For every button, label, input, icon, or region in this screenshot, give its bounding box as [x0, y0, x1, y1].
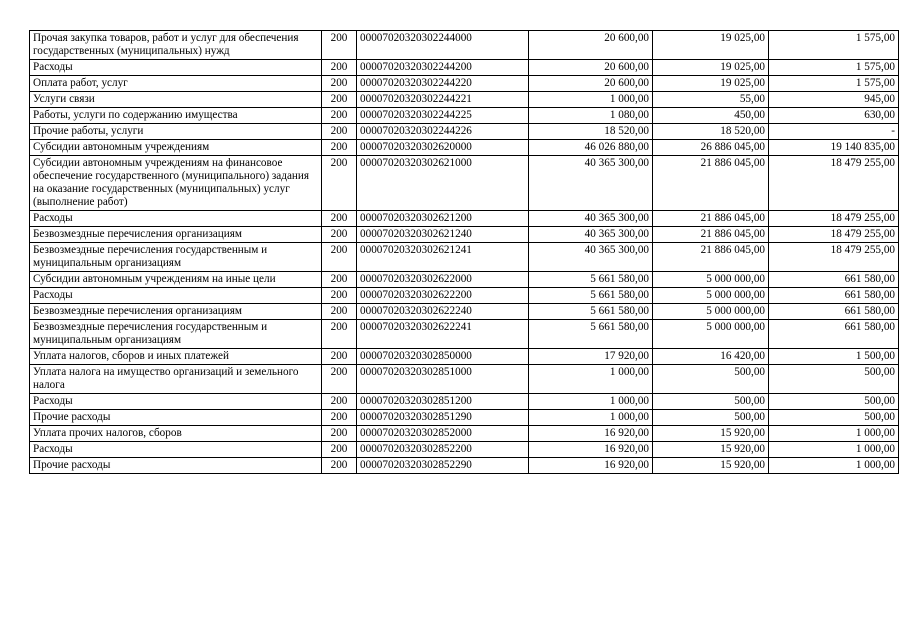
row-classification-code-cell: 00007020320302244221 — [357, 92, 529, 108]
row-classification-code-cell: 00007020320302852000 — [357, 426, 529, 442]
row-unexecuted-amount-cell: 500,00 — [769, 365, 899, 394]
row-unexecuted-amount-cell: 18 479 255,00 — [769, 211, 899, 227]
row-executed-amount-cell: 21 886 045,00 — [653, 211, 769, 227]
row-unexecuted-amount-cell: 500,00 — [769, 394, 899, 410]
row-classification-code-cell: 00007020320302620000 — [357, 140, 529, 156]
row-name-cell: Оплата работ, услуг — [30, 76, 322, 92]
row-unexecuted-amount-cell: 18 479 255,00 — [769, 227, 899, 243]
row-code-cell: 200 — [322, 211, 357, 227]
table-row — [30, 108, 899, 124]
row-unexecuted-amount-cell: 661 580,00 — [769, 272, 899, 288]
row-name-cell: Субсидии автономным учреждениям на иные цели — [30, 272, 322, 288]
row-approved-amount-cell: 5 661 580,00 — [529, 320, 653, 349]
row-code-cell: 200 — [322, 31, 357, 60]
row-classification-code-cell: 00007020320302244000 — [357, 31, 529, 60]
row-code-cell: 200 — [322, 243, 357, 272]
table-row — [30, 31, 899, 60]
row-approved-amount-cell: 40 365 300,00 — [529, 243, 653, 272]
row-name-cell: Работы, услуги по содержанию имущества — [30, 108, 322, 124]
row-executed-amount-cell: 15 920,00 — [653, 442, 769, 458]
row-code-cell: 200 — [322, 227, 357, 243]
row-classification-code-cell: 00007020320302851200 — [357, 394, 529, 410]
row-name-cell: Безвозмездные перечисления государственным и муниципальным организациям — [30, 320, 322, 349]
table-row — [30, 124, 899, 140]
row-name-cell: Расходы — [30, 442, 322, 458]
row-classification-code-cell: 00007020320302622200 — [357, 288, 529, 304]
row-unexecuted-amount-cell: 1 000,00 — [769, 426, 899, 442]
row-name-cell: Расходы — [30, 60, 322, 76]
row-approved-amount-cell: 17 920,00 — [529, 349, 653, 365]
row-classification-code-cell: 00007020320302852200 — [357, 442, 529, 458]
table-row — [30, 140, 899, 156]
row-name-cell: Услуги связи — [30, 92, 322, 108]
row-approved-amount-cell: 40 365 300,00 — [529, 211, 653, 227]
row-code-cell: 200 — [322, 442, 357, 458]
table-row — [30, 304, 899, 320]
row-code-cell: 200 — [322, 458, 357, 474]
row-approved-amount-cell: 20 600,00 — [529, 76, 653, 92]
row-name-cell: Безвозмездные перечисления государственным и муниципальным организациям — [30, 243, 322, 272]
row-name-cell: Прочая закупка товаров, работ и услуг для обеспечения государственных (муниципальных) нужд — [30, 31, 322, 60]
row-classification-code-cell: 00007020320302244200 — [357, 60, 529, 76]
row-code-cell: 200 — [322, 426, 357, 442]
row-classification-code-cell: 00007020320302851000 — [357, 365, 529, 394]
row-name-cell: Уплата прочих налогов, сборов — [30, 426, 322, 442]
row-approved-amount-cell: 16 920,00 — [529, 458, 653, 474]
row-approved-amount-cell: 18 520,00 — [529, 124, 653, 140]
row-approved-amount-cell: 1 000,00 — [529, 394, 653, 410]
table-row — [30, 60, 899, 76]
table-row — [30, 92, 899, 108]
row-code-cell: 200 — [322, 76, 357, 92]
report-sheet — [29, 30, 899, 474]
row-code-cell: 200 — [322, 288, 357, 304]
row-executed-amount-cell: 26 886 045,00 — [653, 140, 769, 156]
row-approved-amount-cell: 5 661 580,00 — [529, 304, 653, 320]
row-classification-code-cell: 00007020320302621200 — [357, 211, 529, 227]
row-executed-amount-cell: 15 920,00 — [653, 426, 769, 442]
row-unexecuted-amount-cell: - — [769, 124, 899, 140]
row-name-cell: Прочие работы, услуги — [30, 124, 322, 140]
row-unexecuted-amount-cell: 18 479 255,00 — [769, 243, 899, 272]
row-executed-amount-cell: 5 000 000,00 — [653, 288, 769, 304]
row-executed-amount-cell: 15 920,00 — [653, 458, 769, 474]
row-unexecuted-amount-cell: 661 580,00 — [769, 288, 899, 304]
row-classification-code-cell: 00007020320302621000 — [357, 156, 529, 211]
row-classification-code-cell: 00007020320302621240 — [357, 227, 529, 243]
row-code-cell: 200 — [322, 304, 357, 320]
row-approved-amount-cell: 1 000,00 — [529, 92, 653, 108]
row-unexecuted-amount-cell: 1 000,00 — [769, 458, 899, 474]
row-classification-code-cell: 00007020320302244225 — [357, 108, 529, 124]
row-approved-amount-cell: 40 365 300,00 — [529, 156, 653, 211]
table-row — [30, 320, 899, 349]
row-executed-amount-cell: 450,00 — [653, 108, 769, 124]
row-code-cell: 200 — [322, 394, 357, 410]
row-classification-code-cell: 00007020320302622241 — [357, 320, 529, 349]
row-approved-amount-cell: 5 661 580,00 — [529, 288, 653, 304]
row-unexecuted-amount-cell: 630,00 — [769, 108, 899, 124]
row-executed-amount-cell: 5 000 000,00 — [653, 304, 769, 320]
row-executed-amount-cell: 55,00 — [653, 92, 769, 108]
row-code-cell: 200 — [322, 92, 357, 108]
row-name-cell: Субсидии автономным учреждениям на финансовое обеспечение государственного (муниципального) задания на оказание государственных (муниципальных) услуг (выполнение работ) — [30, 156, 322, 211]
row-executed-amount-cell: 500,00 — [653, 365, 769, 394]
row-approved-amount-cell: 46 026 880,00 — [529, 140, 653, 156]
row-name-cell: Прочие расходы — [30, 410, 322, 426]
row-unexecuted-amount-cell: 1 000,00 — [769, 442, 899, 458]
table-row — [30, 426, 899, 442]
row-unexecuted-amount-cell: 19 140 835,00 — [769, 140, 899, 156]
row-approved-amount-cell: 1 080,00 — [529, 108, 653, 124]
row-name-cell: Уплата налога на имущество организаций и земельного налога — [30, 365, 322, 394]
row-executed-amount-cell: 19 025,00 — [653, 76, 769, 92]
row-unexecuted-amount-cell: 1 575,00 — [769, 31, 899, 60]
row-classification-code-cell: 00007020320302244226 — [357, 124, 529, 140]
table-row — [30, 410, 899, 426]
row-classification-code-cell: 00007020320302621241 — [357, 243, 529, 272]
row-unexecuted-amount-cell: 661 580,00 — [769, 304, 899, 320]
row-executed-amount-cell: 19 025,00 — [653, 60, 769, 76]
table-row — [30, 156, 899, 211]
row-code-cell: 200 — [322, 320, 357, 349]
table-row — [30, 288, 899, 304]
row-name-cell: Уплата налогов, сборов и иных платежей — [30, 349, 322, 365]
row-name-cell: Расходы — [30, 288, 322, 304]
table-row — [30, 442, 899, 458]
row-classification-code-cell: 00007020320302851290 — [357, 410, 529, 426]
row-executed-amount-cell: 500,00 — [653, 410, 769, 426]
row-name-cell: Прочие расходы — [30, 458, 322, 474]
row-name-cell: Расходы — [30, 394, 322, 410]
row-approved-amount-cell: 20 600,00 — [529, 60, 653, 76]
row-name-cell: Субсидии автономным учреждениям — [30, 140, 322, 156]
row-unexecuted-amount-cell: 18 479 255,00 — [769, 156, 899, 211]
row-approved-amount-cell: 20 600,00 — [529, 31, 653, 60]
row-approved-amount-cell: 40 365 300,00 — [529, 227, 653, 243]
row-name-cell: Безвозмездные перечисления организациям — [30, 227, 322, 243]
table-row — [30, 272, 899, 288]
table-row — [30, 211, 899, 227]
row-unexecuted-amount-cell: 945,00 — [769, 92, 899, 108]
row-unexecuted-amount-cell: 1 500,00 — [769, 349, 899, 365]
expenditure-table — [29, 30, 899, 474]
row-classification-code-cell: 00007020320302852290 — [357, 458, 529, 474]
row-executed-amount-cell: 18 520,00 — [653, 124, 769, 140]
row-code-cell: 200 — [322, 60, 357, 76]
table-row — [30, 227, 899, 243]
row-code-cell: 200 — [322, 140, 357, 156]
table-row — [30, 243, 899, 272]
expenditure-table-body — [30, 31, 899, 474]
row-approved-amount-cell: 1 000,00 — [529, 365, 653, 394]
row-unexecuted-amount-cell: 500,00 — [769, 410, 899, 426]
row-executed-amount-cell: 21 886 045,00 — [653, 156, 769, 211]
row-code-cell: 200 — [322, 272, 357, 288]
table-row — [30, 349, 899, 365]
row-executed-amount-cell: 21 886 045,00 — [653, 243, 769, 272]
row-classification-code-cell: 00007020320302622240 — [357, 304, 529, 320]
row-code-cell: 200 — [322, 124, 357, 140]
row-code-cell: 200 — [322, 156, 357, 211]
row-name-cell: Безвозмездные перечисления организациям — [30, 304, 322, 320]
row-classification-code-cell: 00007020320302622000 — [357, 272, 529, 288]
row-unexecuted-amount-cell: 1 575,00 — [769, 76, 899, 92]
table-row — [30, 365, 899, 394]
row-unexecuted-amount-cell: 1 575,00 — [769, 60, 899, 76]
table-row — [30, 458, 899, 474]
row-name-cell: Расходы — [30, 211, 322, 227]
row-approved-amount-cell: 16 920,00 — [529, 442, 653, 458]
row-approved-amount-cell: 16 920,00 — [529, 426, 653, 442]
row-classification-code-cell: 00007020320302850000 — [357, 349, 529, 365]
row-code-cell: 200 — [322, 108, 357, 124]
row-executed-amount-cell: 500,00 — [653, 394, 769, 410]
row-classification-code-cell: 00007020320302244220 — [357, 76, 529, 92]
row-approved-amount-cell: 1 000,00 — [529, 410, 653, 426]
row-executed-amount-cell: 19 025,00 — [653, 31, 769, 60]
table-row — [30, 394, 899, 410]
row-code-cell: 200 — [322, 349, 357, 365]
row-code-cell: 200 — [322, 365, 357, 394]
row-executed-amount-cell: 16 420,00 — [653, 349, 769, 365]
table-row — [30, 76, 899, 92]
row-code-cell: 200 — [322, 410, 357, 426]
row-executed-amount-cell: 5 000 000,00 — [653, 320, 769, 349]
row-executed-amount-cell: 5 000 000,00 — [653, 272, 769, 288]
row-unexecuted-amount-cell: 661 580,00 — [769, 320, 899, 349]
row-approved-amount-cell: 5 661 580,00 — [529, 272, 653, 288]
row-executed-amount-cell: 21 886 045,00 — [653, 227, 769, 243]
